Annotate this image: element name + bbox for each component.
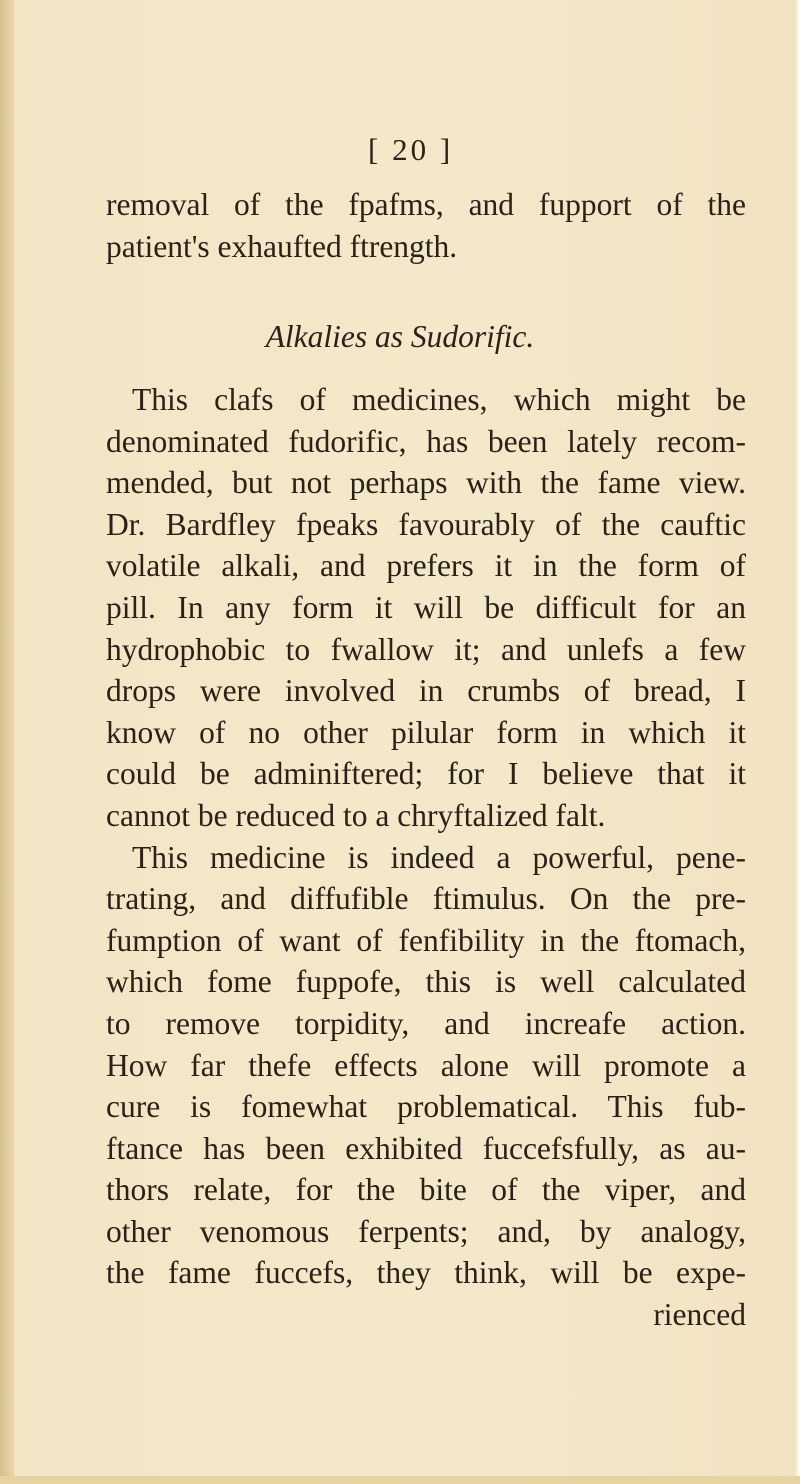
text-line: to remove torpidity, and increafe action.: [106, 1005, 746, 1041]
text-line: drops were involved in crumbs of bread, I: [106, 673, 746, 709]
intro-paragraph: [106, 184, 746, 267]
text-line: ftance has been exhibited fuccefsfully, as au-: [106, 1130, 746, 1166]
page-bottom-edge: [0, 1476, 800, 1484]
section-heading: Alkalies as Sudorific.: [265, 319, 535, 354]
text-line: cure is fomewhat problematical. This fub-: [106, 1089, 746, 1125]
text-line: fumption of want of fenfibility in the ftomach,: [106, 922, 746, 958]
text-line: denominated fudorific, has been lately recom-: [106, 423, 746, 459]
text-line: Dr. Bardfley fpeaks favourably of the cauftic: [106, 506, 746, 542]
text-line: hydrophobic to fwallow it; and unlefs a few: [106, 631, 746, 667]
page-edge: [794, 0, 800, 1484]
body-paragraph: [106, 379, 746, 1336]
text-line: the fame fuccefs, they think, will be expe-: [106, 1255, 746, 1291]
text-line: trating, and diffufible ftimulus. On the pre-: [106, 881, 746, 917]
text-line: How far thefe effects alone will promote a: [106, 1047, 746, 1083]
page-gutter: [0, 0, 14, 1484]
text-line: This medicine is indeed a powerful, pene-: [132, 839, 746, 875]
text-line: cannot be reduced to a chryftalized falt.: [106, 797, 606, 833]
text-line: This clafs of medicines, which might be: [132, 382, 746, 417]
text-line: patient's exhaufted ftrength.: [106, 228, 458, 264]
text-line: which fome fuppofe, this is well calculated: [106, 964, 746, 1000]
text-line: mended, but not perhaps with the fame view.: [106, 465, 746, 501]
text-line: pill. In any form it will be difficult for an: [106, 589, 746, 625]
catchword: rienced: [653, 1297, 746, 1333]
text-line: volatile alkali, and prefers it in the form of: [106, 548, 746, 584]
page-number: [ 20 ]: [368, 132, 454, 167]
text-line: thors relate, for the bite of the viper, and: [106, 1172, 746, 1208]
text-line: know of no other pilular form in which it: [106, 714, 746, 750]
text-line: could be adminiftered; for I believe that it: [106, 756, 746, 792]
text-line: removal of the fpafms, and fupport of the: [106, 187, 746, 222]
text-line: other venomous ferpents; and, by analogy,: [106, 1213, 746, 1249]
